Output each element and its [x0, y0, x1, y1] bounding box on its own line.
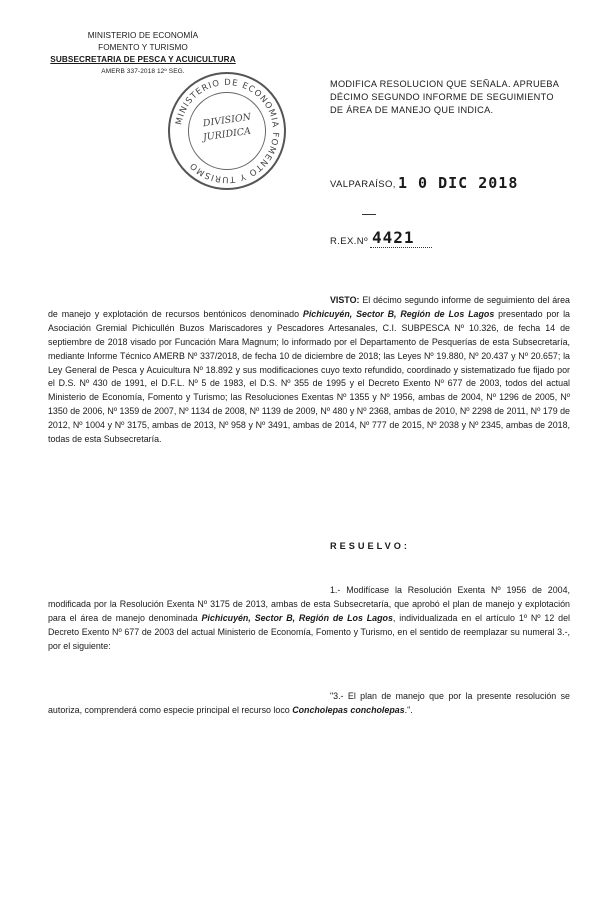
subsecretaria-name: SUBSECRETARIA DE PESCA Y ACUICULTURA [50, 55, 236, 64]
resolution-underline [370, 247, 432, 248]
visto-text-a: El décimo segundo informe de seguimiento del área de manejo y explotación de recursos bentónicos denominado [48, 295, 570, 319]
date-handwritten: 1 0 DIC 2018 [398, 174, 519, 192]
title-line-3: DE ÁREA DE MANEJO QUE INDICA. [330, 105, 494, 115]
quote-species-name: Concholepas concholepas [292, 704, 405, 715]
date-place: VALPARAÍSO, [330, 179, 396, 190]
resuelvo-heading: RESUELVO: [330, 541, 410, 551]
title-line-1: MODIFICA RESOLUCION QUE SEÑALA. APRUEBA [330, 79, 560, 89]
ministry-header [48, 30, 238, 78]
division-juridica-stamp [168, 72, 286, 190]
quote-text-a: "3.- El plan de manejo que por la presente resolución se autoriza, comprenderá como especie principal el recurso loco [48, 691, 570, 715]
resolution-dash [362, 214, 376, 215]
visto-label: VISTO: [330, 295, 360, 305]
visto-paragraph [48, 294, 570, 447]
ministry-subname: FOMENTO Y TURISMO [98, 43, 188, 52]
resolution-number: 4421 [372, 228, 415, 247]
document-title [330, 78, 570, 117]
article-1-area-name: Pichicuyén, Sector B, Región de Los Lagos [201, 612, 393, 623]
stamp-center-line1: DIVISION [202, 111, 252, 130]
visto-area-name: Pichicuyén, Sector B, Región de Los Lagos [302, 308, 495, 319]
visto-text-b: presentado por la Asociación Gremial Pichicullén Buzos Mariscadores y Pescadores Artesanales, C.I. SUBPESCA Nº 10.326, de fecha 14 de septiembre de 2018 visado por Funcación Mara Magnum; lo informado por el Departamento de Pesquerías de esta Subsecretaría, mediante Informe Técnico AMERB Nº 337/2018, de fecha 10 de diciembre de 2018; las Leyes Nº 19.880, Nº 20.437 y Nº 20.657; la Ley General de Pesca y Acuicultura Nº 18.892 y sus modificaciones cuyo texto refundido, coordinado y sistematizado fue fijado por el D.S. Nº 430 de 1991, el D.F.L. Nº 5 de 1983, el D.S. Nº 355 de 1995 y el Decreto Exento Nº 677 de 2003, todos del actual Ministerio de Economía, Fomento y Turismo; las Resoluciones Exentas Nº 1355 y Nº 1956, ambas de 2004, Nº 1296 de 2005, Nº 1350 de 2006, Nº 1359 de 2007, Nº 1134 de 2008, Nº 1139 de 2009, Nº 480 y Nº 2368, ambas de 2010, Nº 2298 de 2011, Nº 179 de 2012, Nº 1004 y Nº 3175, ambas de 2013, Nº 958 y Nº 3491, ambas de 2014, Nº 777 de 2015, Nº 2038 y Nº 2345, ambas de 2018, todas de esta Subsecretaría. [48, 308, 570, 445]
article-1-text-b: , individualizada en el artículo 1º Nº 12 del Decreto Exento Nº 677 de 2003 del actual Ministerio de Economía, Fomento y Turismo, en el sentido de reemplazar su numeral 3.-, por el siguiente: [48, 612, 570, 651]
replacement-quote [48, 690, 570, 718]
resolution-label: R.EX.Nº [330, 236, 368, 247]
article-1-paragraph [48, 584, 570, 654]
article-1-text-a: 1.- Modifícase la Resolución Exenta Nº 1956 de 2004, modificada por la Resolución Exenta Nº 3175 de 2013, ambas de esta Subsecretaría, que aprobó el plan de manejo y explotación para el área de manejo denominada [48, 585, 570, 623]
amerb-reference: AMERB 337-2018 12º SEG. [101, 68, 185, 75]
title-line-2: DÉCIMO SEGUNDO INFORME DE SEGUIMIENTO [330, 92, 554, 102]
quote-text-b: .". [404, 704, 413, 715]
ministry-name: MINISTERIO DE ECONOMÍA [87, 31, 199, 40]
stamp-center-line2: JURIDICA [202, 125, 252, 144]
stamp-ring-text: MINISTERIO DE ECONOMIA FOMENTO Y TURISMO [174, 77, 281, 185]
stamp-inner-ring [188, 92, 266, 170]
